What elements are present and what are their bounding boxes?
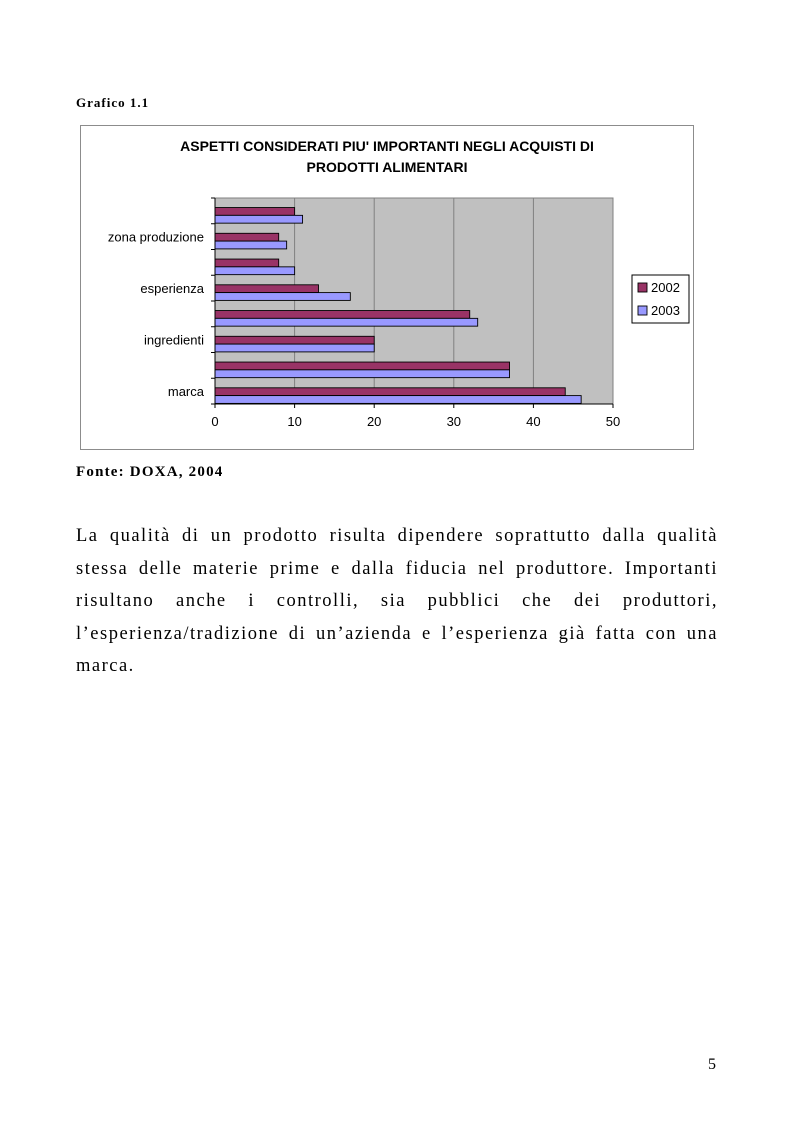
x-tick-label-10: 10 xyxy=(287,414,302,429)
x-tick-label-30: 30 xyxy=(446,414,462,429)
x-tick-label-40: 40 xyxy=(526,414,541,429)
page-number: 5 xyxy=(708,1056,716,1073)
bar-2003-0 xyxy=(215,396,581,404)
bar-2003-4 xyxy=(215,293,350,301)
chart-source: Fonte: DOXA, 2004 xyxy=(76,464,224,480)
chart-title-line-2: PRODOTTI ALIMENTARI xyxy=(306,159,468,175)
x-tick-label-0: 0 xyxy=(211,414,219,429)
category-label-6: zona produzione xyxy=(107,229,204,245)
bar-2003-2 xyxy=(215,344,374,352)
bar-2002-5 xyxy=(215,259,279,267)
legend-swatch-2002 xyxy=(638,283,647,292)
category-label-2: ingredienti xyxy=(144,332,204,348)
bar-2003-1 xyxy=(215,370,510,378)
bar-2002-4 xyxy=(215,285,318,293)
bar-chart xyxy=(81,126,693,449)
category-label-0: marca xyxy=(167,384,204,399)
bar-2003-3 xyxy=(215,318,478,326)
chart-title-line-1: ASPETTI CONSIDERATI PIU' IMPORTANTI NEGLI ACQUISTI DI xyxy=(180,138,594,154)
bar-2002-2 xyxy=(215,336,374,344)
bar-2003-5 xyxy=(215,267,295,275)
bar-2002-0 xyxy=(215,388,565,396)
chart-caption: Grafico 1.1 xyxy=(76,95,150,110)
x-tick-label-50: 50 xyxy=(605,414,621,429)
body-paragraph: La qualità di un prodotto risulta dipendere soprattutto dalla qualità stessa delle materie prime e dalla fiducia nel produttore. Importanti risultano anche i controlli, sia pubblici che dei produttori, l’esperienza/tradizione di un’azienda e l’esperienza già fatta con una marca. xyxy=(76,526,718,677)
bar-2003-6 xyxy=(215,241,287,249)
x-tick-label-20: 20 xyxy=(366,414,382,429)
legend-label-2002: 2002 xyxy=(651,280,680,295)
bar-2002-7 xyxy=(215,208,295,216)
legend-swatch-2003 xyxy=(638,306,647,315)
category-label-4: esperienza xyxy=(140,281,204,296)
bar-2002-1 xyxy=(215,362,510,370)
bar-2003-7 xyxy=(215,215,303,223)
bar-2002-3 xyxy=(215,311,470,319)
legend-label-2003: 2003 xyxy=(651,303,680,318)
bar-2002-6 xyxy=(215,233,279,241)
chart-frame xyxy=(80,125,694,450)
